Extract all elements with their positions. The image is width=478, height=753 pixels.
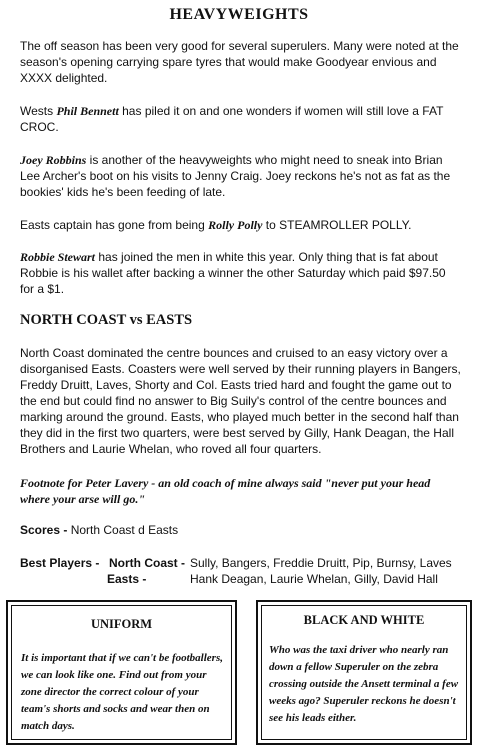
text-post: has joined the men in white this year. Only thing that is fat about Robbie is his wallet after backing a winner the other Saturday which paid $97.50 for a $1. bbox=[20, 250, 446, 296]
best-players-team2: Easts - bbox=[107, 572, 147, 586]
paragraph-phil-bennett bbox=[20, 103, 462, 135]
section-title: NORTH COAST vs EASTS bbox=[20, 312, 193, 328]
text-post: to STEAMROLLER POLLY. bbox=[262, 218, 412, 232]
text-pre: Wests bbox=[20, 104, 57, 118]
best-players-team1-list: Sully, Bangers, Freddie Druitt, Pip, Burnsy, Laves bbox=[190, 556, 452, 570]
uniform-box bbox=[6, 600, 237, 745]
best-players-label: Best Players - bbox=[20, 556, 100, 570]
paragraph-robbie-stewart bbox=[20, 249, 462, 297]
intro-paragraph: The off season has been very good for several superulers. Many were noted at the season's opening carrying spare tyres that would make Goodyear envious and XXXX delighted. bbox=[20, 39, 459, 85]
scores-text: North Coast d Easts bbox=[70, 523, 179, 537]
player-name: Robbie Stewart bbox=[20, 250, 96, 264]
player-name: Rolly Polly bbox=[208, 218, 263, 232]
player-name: Joey Robbins bbox=[20, 153, 87, 167]
paragraph-joey-robbins bbox=[20, 152, 462, 200]
footnote: Footnote for Peter Lavery - an old coach of mine always said "never put your head where your arse will go." bbox=[20, 476, 431, 506]
text-post: has piled it on and one wonders if women will still love a FAT CROC. bbox=[20, 104, 444, 134]
player-name: Phil Bennett bbox=[56, 104, 119, 118]
best-players-team2-list: Hank Deagan, Laurie Whelan, Gilly, David Hall bbox=[190, 572, 438, 586]
text-post: is another of the heavyweights who might need to sneak into Brian Lee Archer's boot on his visits to Jenny Craig. Joey reckons he's not as fat as the bookies' kids he's been feeding of late. bbox=[20, 153, 451, 199]
uniform-box-body: It is important that if we can't be footballers, we can look like one. Find out from your zone director the correct colour of your team's shorts and socks and wear then on match days. bbox=[21, 652, 223, 732]
uniform-box-title: UNIFORM bbox=[90, 617, 153, 631]
best-players-team1: North Coast - bbox=[109, 556, 185, 570]
text-pre: Easts captain has gone from being bbox=[20, 218, 209, 232]
scores-line bbox=[20, 523, 178, 537]
black-and-white-box-body: Who was the taxi driver who nearly ran down a fellow Superuler on the zebra crossing outside the Ansett terminal a few weeks ago? Superuler reckons he doesn't see his leads either. bbox=[269, 644, 459, 724]
scores-label: Scores - bbox=[20, 523, 71, 537]
page-title: HEAVYWEIGHTS bbox=[169, 6, 309, 23]
paragraph-rolly-polly bbox=[20, 217, 462, 233]
match-report: North Coast dominated the centre bounces and cruised to an easy victory over a disorganised Easts. Coasters were well served by their running players in Bangers, Freddy Druitt, Laves, Shorty and Col. Easts tried hard and fought the game out to the end but could find no answer to Big Suily's control of the centre bounces and marking around the ground. Easts, who played much better in the second half than they did in the first two quarters, were best served by Gilly, Hank Deagan, the Hall Brothers and Laurie Whelan, who roved all four quarters. bbox=[20, 346, 461, 456]
black-and-white-box bbox=[256, 600, 472, 745]
black-and-white-box-title: BLACK AND WHITE bbox=[303, 613, 425, 627]
